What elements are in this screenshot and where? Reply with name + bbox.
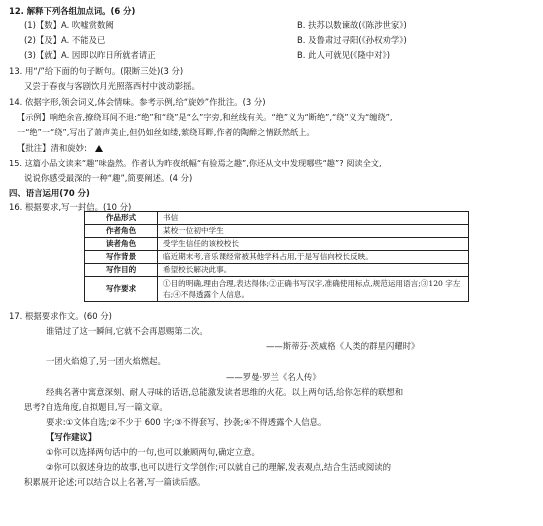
row-key: 读者角色 [85,238,158,251]
row-value: 书信 [158,212,469,225]
table-row [85,238,469,251]
q12-item3-a: (3)【就】A. 因即以昨日所就者请正 [24,50,156,60]
q13-title: 13. 用“/”给下面的句子断句。(限断三处)(3 分) [9,66,184,76]
q17-suggestion1: ①你可以选择两句话中的一句,也可以兼顾两句,确定立意。 [46,447,260,457]
q14-annotation [17,143,103,154]
q12-item3-b: B. 此人可就见(《隆中对》) [297,50,390,60]
q14-example-line1: 【示例】响绝余音,撩绕耳间不退:“绝”和“绕”是“么”字旁,和丝线有关。“绝”义为“断绝”,“绕”义为“缠绕”, [17,112,393,122]
q17-quote2-source: ——罗曼·罗兰《名人传》 [226,372,321,382]
row-value: 受学生信任的该校校长 [158,238,469,251]
q17-title: 17. 根据要求作文。(60 分) [9,311,112,321]
q17-suggestion2-line2: 积累展开论述;可以结合以上名著,写一篇读后感。 [24,477,206,487]
q12-item2-a: (2)【及】A. 不能及已 [24,35,106,45]
q17-prompt-line2: 思考?自选角度,自拟题目,写一篇文章。 [24,402,168,412]
q17-prompt-line1: 经典名著中寓意深刻、耐人寻味的话语,总能激发读者思维的火花。以上两句话,给你怎样的联想和 [46,387,404,397]
triangle-icon [95,145,103,152]
table-row [85,251,469,264]
q13-sentence: 又尝于春夜与客剧饮月光照落西村中波动影摇。 [24,81,200,91]
q17-quote1: 谁错过了这一瞬间,它就不会再恩赐第二次。 [46,326,208,336]
q17-quote1-source: ——斯蒂芬·茨威格《人类的群星闪耀时》 [266,341,420,351]
row-key: 作品形式 [85,212,158,225]
q12-title: 12. 解释下列各组加点词。(6 分) [9,6,136,16]
row-value: 某校一位初中学生 [158,225,469,238]
table-row [85,212,469,225]
row-key: 写作背景 [85,251,158,264]
q12-item1-b: B. 扶苏以数谏故(《陈涉世家》) [297,20,407,30]
q15-line1: 15. 这篇小品文读来“趣”味盎然。作者认为昨夜纸幅“有验焉之趣”,你还从文中发现哪些“趣”? 阅读全文, [9,158,382,168]
q14-example-line2: 一“绝”一“绕”,写出了萧声美止,但仍如丝如缕,萦绕耳畔,作者的陶醉之情跃然纸上。 [17,127,315,137]
q14-title: 14. 依据字形,领会词义,体会情味。参考示例,给“旋妙”作批注。(3 分) [9,97,266,107]
q12-item2-b: B. 及鲁肃过寻阳(《孙权劝学》) [297,35,407,45]
q17-quote2: 一团火焰熄了,另一团火焰燃起。 [46,356,166,366]
q14-annotation-label: 【批注】清和旋妙: [17,143,87,153]
q17-suggestion2-line1: ②你可以叙述身边的故事,也可以进行文学创作;可以就自己的理解,发表观点,结合生活或阅读的 [46,462,391,472]
row-value: 希望校长解决此事。 [158,264,469,277]
letter-requirements-table [84,211,469,302]
table-row [85,225,469,238]
table-row [85,264,469,277]
row-value: ①目的明确,理由合理,表达得体;②正确书写汉字,准确使用标点,规范运用语言;③120 字左右;④不得透露个人信息。 [158,277,469,302]
q16-title: 16. 根据要求,写一封信。(10 分) [9,202,132,212]
row-key: 写作要求 [85,277,158,302]
q17-suggestion-heading: 【写作建议】 [46,432,97,442]
q17-requirements: 要求:①文体自选;②不少于 600 字;③不得套写、抄袭;④不得透露个人信息。 [46,417,327,427]
q12-item1-a: (1)【数】A. 吹嘘赏数阙 [24,20,114,30]
q15-line2: 说说你感受最深的一种“趣”,简要阐述。(4 分) [24,173,193,183]
section-4-heading: 四、语言运用(70 分) [9,188,90,198]
table-row [85,277,469,302]
row-key: 写作目的 [85,264,158,277]
row-key: 作者角色 [85,225,158,238]
row-value: 临近期末考,音乐课经常被其他学科占用,于是写信向校长反映。 [158,251,469,264]
